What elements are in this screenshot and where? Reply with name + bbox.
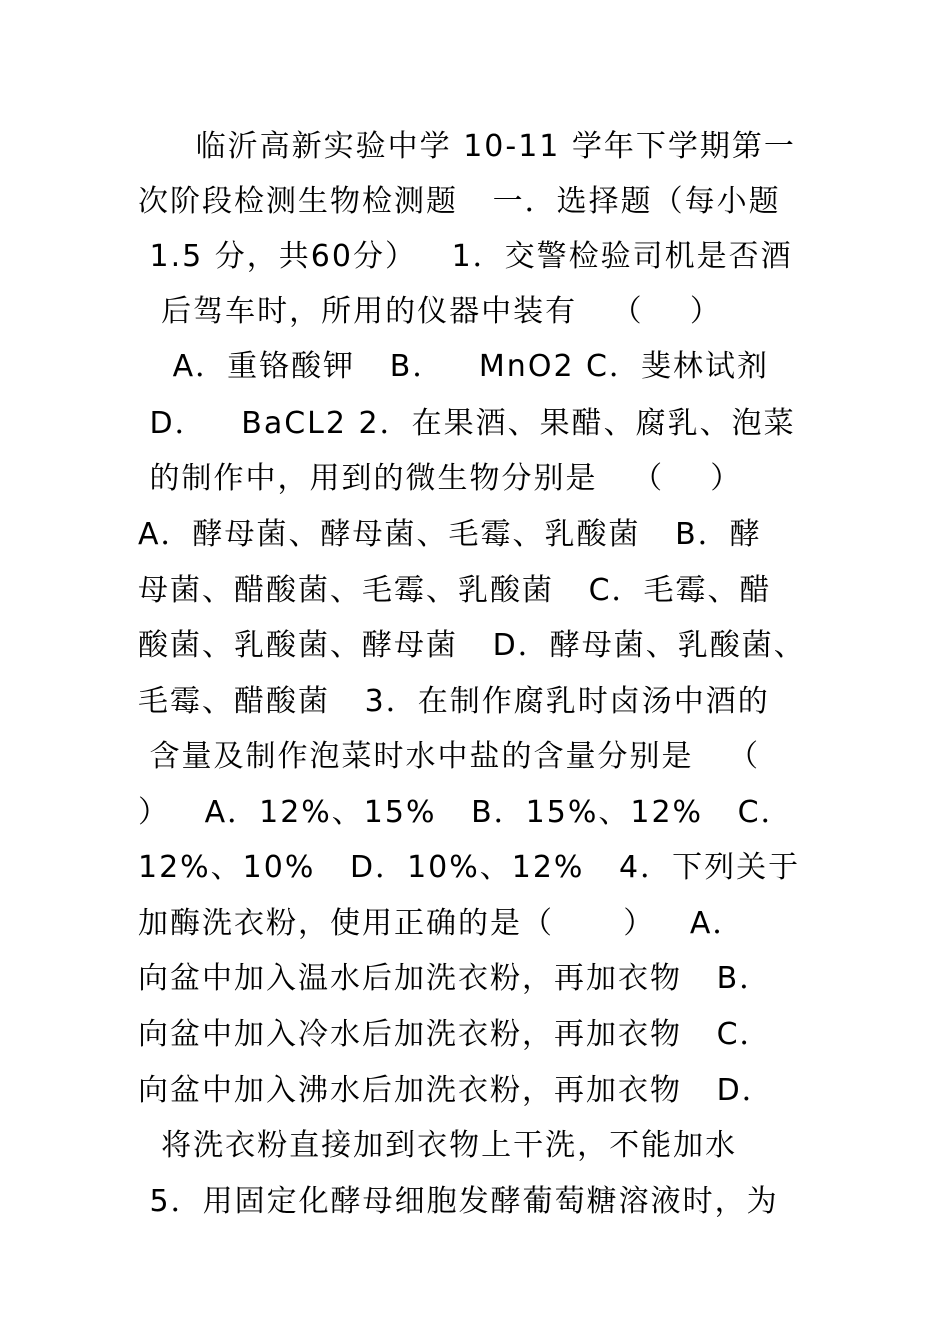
- text-line: A．重铬酸钾 B． MnO2 C．斐林试剂: [138, 349, 770, 384]
- text-line: 加酶洗衣粉，使用正确的是（ ） A．: [138, 906, 745, 941]
- text-line: 12%、10% D．10%、12% 4．下列关于: [138, 850, 801, 885]
- text-line: 将洗衣粉直接加到衣物上干洗，不能加水: [138, 1128, 738, 1163]
- text-line: 次阶段检测生物检测题 一．选择题（每小题: [138, 184, 781, 219]
- text-line: 向盆中加入冷水后加洗衣粉，再加衣物 C．: [138, 1017, 772, 1052]
- text-line: 向盆中加入沸水后加洗衣粉，再加衣物 D．: [138, 1073, 774, 1108]
- text-line: D． BaCL2 2．在果酒、果醋、腐乳、泡菜: [138, 406, 796, 441]
- text-line: 的制作中，用到的微生物分别是 （ ）: [138, 461, 743, 496]
- text-line: 临沂高新实验中学 10-11 学年下学期第一: [138, 129, 796, 164]
- text-line: 酸菌、乳酸菌、酵母菌 D．酵母菌、乳酸菌、: [138, 628, 806, 663]
- text-line: ） A．12%、15% B．15%、12% C．: [138, 795, 793, 830]
- text-line: 母菌、醋酸菌、毛霉、乳酸菌 C．毛霉、醋: [138, 573, 772, 608]
- text-line: 毛霉、醋酸菌 3．在制作腐乳时卤汤中酒的: [138, 684, 770, 719]
- text-line: 5．用固定化酵母细胞发酵葡萄糖溶液时，为: [138, 1184, 779, 1219]
- text-line: 后驾车时，所用的仪器中装有 （ ）: [138, 294, 722, 329]
- text-line: 向盆中加入温水后加洗衣粉，再加衣物 B．: [138, 961, 772, 996]
- text-line: A．酵母菌、酵母菌、毛霉、乳酸菌 B．酵: [138, 517, 762, 552]
- text-line: 1.5 分，共60分） 1．交警检验司机是否酒: [138, 239, 793, 274]
- text-line: 含量及制作泡菜时水中盐的含量分别是 （: [138, 739, 761, 774]
